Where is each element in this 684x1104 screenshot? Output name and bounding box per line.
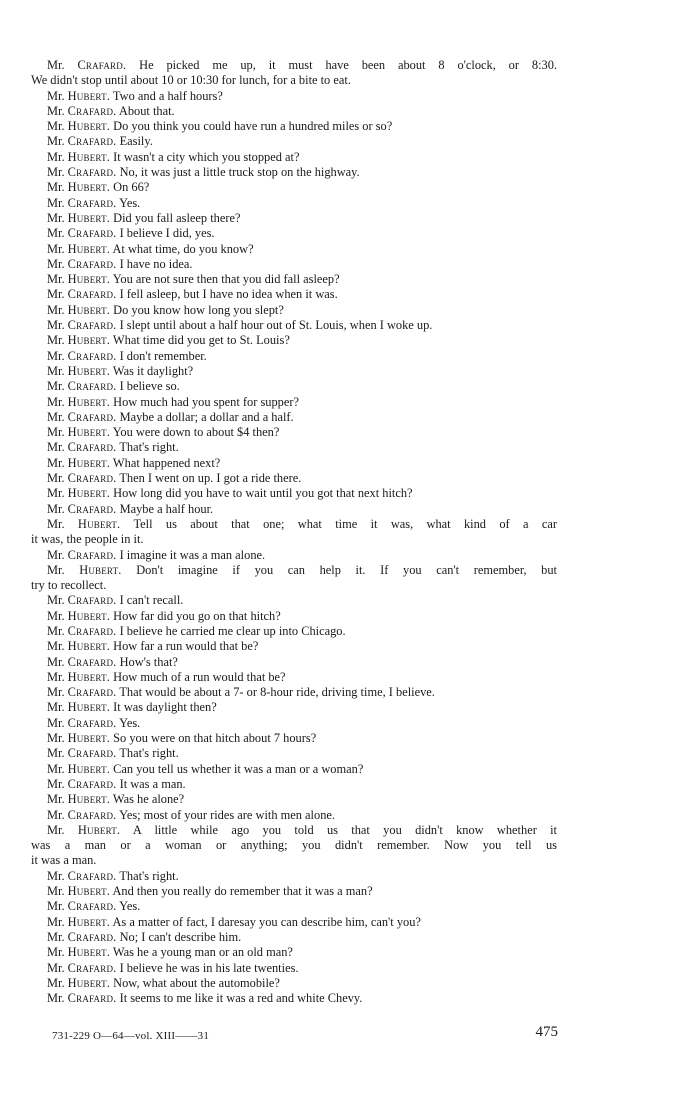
speaker-name: Crafard.: [67, 134, 117, 149]
speaker-title: Mr.: [47, 991, 68, 1006]
transcript-line: [31, 196, 557, 211]
line-text: Then I went on up. I got a ride there.: [116, 471, 302, 486]
speaker-title: Mr.: [47, 884, 68, 899]
speaker-title: Mr.: [47, 822, 78, 837]
transcript-line: [31, 242, 557, 257]
speaker-title: Mr.: [47, 486, 68, 501]
speaker-name: Hubert.: [67, 731, 111, 746]
line-text: You were down to about $4 then?: [110, 425, 280, 440]
speaker-name: Hubert.: [67, 88, 111, 103]
speaker-title: Mr.: [47, 639, 68, 654]
transcript-line: [31, 58, 557, 73]
speaker-title: Mr.: [47, 256, 68, 271]
line-text: Do you think you could have run a hundred miles or so?: [110, 119, 393, 134]
line-text: Yes.: [116, 195, 141, 210]
line-text: About that.: [116, 103, 175, 118]
speaker-title: Mr.: [47, 654, 68, 669]
line-text: You are not sure then that you did fall asleep?: [110, 272, 340, 287]
speaker-name: Hubert.: [67, 302, 111, 317]
transcript-line: [31, 379, 557, 394]
line-text: Yes.: [116, 715, 141, 730]
speaker-name: Hubert.: [67, 210, 111, 225]
page-number: 475: [535, 1024, 558, 1040]
speaker-name: Hubert.: [67, 241, 111, 256]
speaker-name: Crafard.: [67, 991, 117, 1006]
transcript-line: [31, 486, 557, 501]
speaker-name: Crafard.: [67, 318, 117, 333]
speaker-title: Mr.: [47, 945, 68, 960]
transcript-line: [31, 532, 557, 547]
speaker-title: Mr.: [47, 562, 80, 577]
transcript-line: [31, 716, 557, 731]
speaker-name: Crafard.: [67, 746, 117, 761]
speaker-title: Mr.: [47, 103, 68, 118]
transcript-line: [31, 287, 557, 302]
line-text: At what time, do you know?: [110, 241, 254, 256]
speaker-name: Hubert.: [67, 455, 111, 470]
speaker-title: Mr.: [47, 134, 68, 149]
line-text: And then you really do remember that it was a man?: [110, 884, 373, 899]
line-text: So you were on that hitch about 7 hours?: [110, 731, 317, 746]
speaker-name: Hubert.: [67, 761, 111, 776]
line-text: A little while ago you told us that you didn't know whether it: [120, 822, 558, 837]
speaker-title: Mr.: [47, 899, 68, 914]
transcript-line: [31, 440, 557, 455]
line-text: Maybe a dollar; a dollar and a half.: [116, 409, 294, 424]
line-text: Was it daylight?: [110, 363, 194, 378]
speaker-title: Mr.: [47, 348, 68, 363]
line-text: How long did you have to wait until you got that next hitch?: [110, 486, 413, 501]
speaker-title: Mr.: [47, 914, 68, 929]
speaker-title: Mr.: [47, 425, 68, 440]
transcript-line: [31, 272, 557, 287]
line-text: How much of a run would that be?: [110, 669, 286, 684]
speaker-name: Crafard.: [67, 348, 117, 363]
transcript-line: [31, 211, 557, 226]
line-text: it was, the people in it.: [31, 532, 144, 547]
transcript-line: [31, 609, 557, 624]
speaker-name: Hubert.: [79, 562, 122, 577]
speaker-name: Hubert.: [67, 669, 111, 684]
speaker-title: Mr.: [47, 318, 68, 333]
speaker-title: Mr.: [47, 226, 68, 241]
speaker-title: Mr.: [47, 165, 68, 180]
speaker-name: Crafard.: [67, 256, 117, 271]
speaker-title: Mr.: [47, 272, 68, 287]
transcript-line: [31, 349, 557, 364]
line-text: I have no idea.: [116, 256, 193, 271]
speaker-name: Hubert.: [67, 884, 111, 899]
line-text: That would be about a 7- or 8-hour ride, driving time, I believe.: [116, 685, 435, 700]
transcript-line: [31, 578, 557, 593]
line-text: Maybe a half hour.: [116, 501, 214, 516]
line-text: I believe I did, yes.: [116, 226, 215, 241]
transcript-line: [31, 945, 557, 960]
line-text: He picked me up, it must have been about 8 o'clock, or 8:30.: [126, 58, 557, 72]
speaker-title: Mr.: [47, 685, 68, 700]
transcript-line: [31, 395, 557, 410]
speaker-name: Hubert.: [67, 975, 111, 990]
line-text: How far did you go on that hitch?: [110, 608, 281, 623]
transcript-line: [31, 991, 557, 1006]
speaker-title: Mr.: [47, 593, 68, 608]
speaker-name: Hubert.: [67, 149, 111, 164]
speaker-title: Mr.: [47, 180, 68, 195]
speaker-name: Crafard.: [67, 440, 117, 455]
transcript-line: [31, 134, 557, 149]
transcript-page: [31, 58, 557, 1006]
speaker-title: Mr.: [47, 608, 68, 623]
line-text: Did you fall asleep there?: [110, 210, 241, 225]
transcript-line: [31, 89, 557, 104]
speaker-name: Crafard.: [67, 899, 117, 914]
transcript-line: [31, 853, 557, 868]
transcript-line: [31, 410, 557, 425]
speaker-name: Crafard.: [67, 715, 117, 730]
transcript-line: [31, 165, 557, 180]
transcript-line: [31, 762, 557, 777]
line-text: What happened next?: [110, 455, 221, 470]
line-text: How's that?: [116, 654, 178, 669]
speaker-name: Hubert.: [67, 792, 111, 807]
speaker-name: Hubert.: [67, 363, 111, 378]
speaker-name: Hubert.: [67, 945, 111, 960]
line-text: Don't imagine if you can help it. If you can't remember, but: [121, 562, 557, 577]
speaker-title: Mr.: [47, 88, 68, 103]
speaker-name: Hubert.: [67, 119, 111, 134]
line-text: it was a man.: [31, 853, 97, 868]
speaker-name: Hubert.: [67, 272, 111, 287]
speaker-name: Hubert.: [67, 608, 111, 623]
speaker-title: Mr.: [47, 119, 68, 134]
speaker-name: Crafard.: [67, 195, 117, 210]
speaker-title: Mr.: [47, 379, 68, 394]
transcript-line: [31, 333, 557, 348]
speaker-name: Hubert.: [67, 425, 111, 440]
line-text: I believe he carried me clear up into Chicago.: [116, 623, 346, 638]
speaker-title: Mr.: [47, 363, 68, 378]
transcript-line: [31, 456, 557, 471]
transcript-line: [31, 471, 557, 486]
transcript-line: [31, 792, 557, 807]
line-text: I believe so.: [116, 379, 180, 394]
transcript-line: [31, 364, 557, 379]
speaker-name: Hubert.: [67, 394, 111, 409]
speaker-title: Mr.: [47, 761, 68, 776]
line-text: It seems to me like it was a red and white Chevy.: [116, 991, 363, 1006]
speaker-title: Mr.: [47, 58, 78, 72]
transcript-line: [31, 746, 557, 761]
transcript-body: [31, 58, 557, 1006]
transcript-line: [31, 104, 557, 119]
speaker-title: Mr.: [47, 394, 68, 409]
transcript-line: [31, 731, 557, 746]
line-text: Easily.: [116, 134, 153, 149]
line-text: How far a run would that be?: [110, 639, 259, 654]
line-text: I slept until about a half hour out of St. Louis, when I woke up.: [116, 318, 433, 333]
transcript-line: [31, 425, 557, 440]
speaker-title: Mr.: [47, 929, 68, 944]
speaker-name: Hubert.: [67, 333, 111, 348]
line-text: It was daylight then?: [110, 700, 217, 715]
speaker-title: Mr.: [47, 302, 68, 317]
line-text: That's right.: [116, 746, 179, 761]
speaker-title: Mr.: [47, 195, 68, 210]
transcript-line: [31, 915, 557, 930]
speaker-name: Hubert.: [67, 639, 111, 654]
speaker-name: Crafard.: [67, 471, 117, 486]
line-text: No, it was just a little truck stop on the highway.: [116, 165, 360, 180]
transcript-line: [31, 548, 557, 563]
speaker-name: Crafard.: [67, 807, 117, 822]
speaker-title: Mr.: [47, 287, 68, 302]
transcript-line: [31, 930, 557, 945]
speaker-name: Hubert.: [67, 180, 111, 195]
transcript-line: [31, 976, 557, 991]
speaker-title: Mr.: [47, 516, 78, 531]
line-text: How much had you spent for supper?: [110, 394, 299, 409]
line-text: I fell asleep, but I have no idea when it was.: [116, 287, 338, 302]
transcript-line: [31, 563, 557, 578]
speaker-name: Crafard.: [67, 685, 117, 700]
transcript-line: [31, 961, 557, 976]
speaker-name: Crafard.: [67, 868, 117, 883]
speaker-name: Crafard.: [67, 226, 117, 241]
line-text: Do you know how long you slept?: [110, 302, 284, 317]
line-text: I can't recall.: [116, 593, 184, 608]
line-text: On 66?: [110, 180, 150, 195]
speaker-name: Crafard.: [67, 776, 117, 791]
transcript-line: [31, 685, 557, 700]
transcript-line: [31, 808, 557, 823]
line-text: We didn't stop until about 10 or 10:30 for lunch, for a bite to eat.: [31, 73, 351, 88]
speaker-title: Mr.: [47, 807, 68, 822]
transcript-line: [31, 180, 557, 195]
speaker-title: Mr.: [47, 868, 68, 883]
line-text: I don't remember.: [116, 348, 207, 363]
speaker-title: Mr.: [47, 792, 68, 807]
transcript-line: [31, 624, 557, 639]
transcript-line: [31, 318, 557, 333]
line-text: It was a man.: [116, 776, 186, 791]
line-text: It wasn't a city which you stopped at?: [110, 149, 300, 164]
speaker-title: Mr.: [47, 241, 68, 256]
transcript-line: [31, 119, 557, 134]
transcript-line: [31, 639, 557, 654]
transcript-line: [31, 655, 557, 670]
transcript-line: [31, 150, 557, 165]
transcript-line: [31, 303, 557, 318]
line-text: As a matter of fact, I daresay you can describe him, can't you?: [110, 914, 421, 929]
speaker-title: Mr.: [47, 440, 68, 455]
transcript-line: [31, 884, 557, 899]
line-text: Now, what about the automobile?: [110, 975, 280, 990]
transcript-line: [31, 502, 557, 517]
speaker-title: Mr.: [47, 731, 68, 746]
line-text: That's right.: [116, 440, 179, 455]
speaker-title: Mr.: [47, 746, 68, 761]
transcript-line: [31, 73, 557, 88]
line-text: Can you tell us whether it was a man or a woman?: [110, 761, 364, 776]
speaker-title: Mr.: [47, 776, 68, 791]
transcript-line: [31, 823, 557, 838]
transcript-line: [31, 517, 557, 532]
speaker-name: Crafard.: [67, 379, 117, 394]
speaker-title: Mr.: [47, 960, 68, 975]
line-text: Was he alone?: [110, 792, 185, 807]
speaker-name: Hubert.: [67, 486, 111, 501]
transcript-line: [31, 226, 557, 241]
speaker-title: Mr.: [47, 700, 68, 715]
speaker-title: Mr.: [47, 149, 68, 164]
speaker-name: Hubert.: [77, 822, 121, 837]
line-text: Was he a young man or an old man?: [110, 945, 293, 960]
speaker-name: Crafard.: [67, 623, 117, 638]
transcript-line: [31, 869, 557, 884]
line-text: I imagine it was a man alone.: [116, 547, 266, 562]
speaker-title: Mr.: [47, 471, 68, 486]
speaker-title: Mr.: [47, 623, 68, 638]
transcript-line: [31, 777, 557, 792]
speaker-name: Crafard.: [67, 654, 117, 669]
print-code: 731-229 O—64—vol. XIII——31: [52, 1030, 210, 1042]
speaker-name: Hubert.: [67, 700, 111, 715]
speaker-name: Crafard.: [67, 287, 117, 302]
line-text: Two and a half hours?: [110, 88, 223, 103]
line-text: try to recollect.: [31, 578, 107, 593]
speaker-name: Crafard.: [67, 103, 117, 118]
speaker-name: Crafard.: [67, 960, 117, 975]
transcript-line: [31, 257, 557, 272]
transcript-line: [31, 670, 557, 685]
speaker-title: Mr.: [47, 975, 68, 990]
speaker-name: Crafard.: [67, 547, 117, 562]
speaker-title: Mr.: [47, 333, 68, 348]
speaker-title: Mr.: [47, 409, 68, 424]
speaker-name: Hubert.: [77, 516, 121, 531]
speaker-name: Hubert.: [67, 914, 111, 929]
speaker-name: Crafard.: [67, 165, 117, 180]
speaker-name: Crafard.: [67, 409, 117, 424]
speaker-title: Mr.: [47, 669, 68, 684]
line-text: I believe he was in his late twenties.: [116, 960, 299, 975]
speaker-title: Mr.: [47, 501, 68, 516]
speaker-title: Mr.: [47, 455, 68, 470]
line-text: No; I can't describe him.: [116, 929, 242, 944]
line-text: That's right.: [116, 868, 179, 883]
line-text: What time did you get to St. Louis?: [110, 333, 290, 348]
transcript-line: [31, 700, 557, 715]
speaker-title: Mr.: [47, 715, 68, 730]
line-text: was a man or a woman or anything; you didn't remember. Now you tell us: [31, 838, 557, 853]
line-text: Yes.: [116, 899, 141, 914]
line-text: Tell us about that one; what time it was, what kind of a car: [120, 516, 558, 531]
line-text: Yes; most of your rides are with men alone.: [116, 807, 335, 822]
transcript-line: [31, 838, 557, 853]
speaker-name: Crafard.: [67, 501, 117, 516]
speaker-title: Mr.: [47, 210, 68, 225]
speaker-name: Crafard.: [77, 58, 127, 72]
transcript-line: [31, 899, 557, 914]
transcript-line: [31, 593, 557, 608]
speaker-name: Crafard.: [67, 929, 117, 944]
speaker-name: Crafard.: [67, 593, 117, 608]
speaker-title: Mr.: [47, 547, 68, 562]
